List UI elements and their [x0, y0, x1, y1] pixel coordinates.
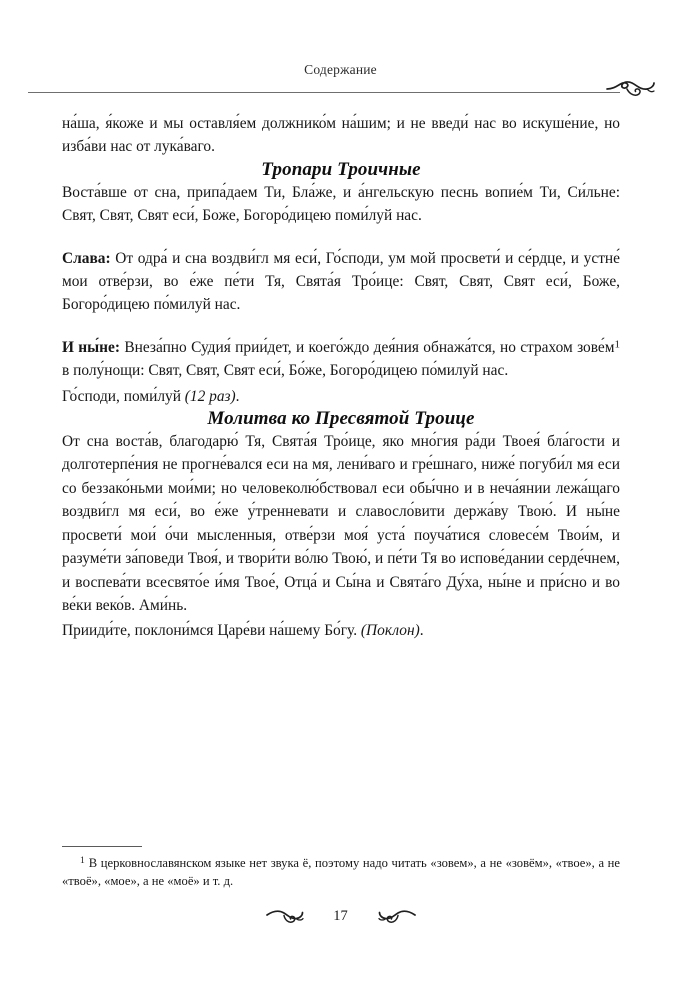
kyrie-tail: . — [235, 387, 240, 405]
header-rule-group — [28, 88, 653, 110]
paragraph-continued-lords-prayer: на́ша, я́коже и мы оставля́ем должнико́м на́шим; и не введи́ нас во искуше́ние, но изба́ви нас от лука́ваго. — [62, 115, 620, 156]
paragraph-come-let-us-worship — [62, 619, 620, 642]
paragraph-kyrie — [62, 385, 620, 408]
footnote-paragraph — [62, 854, 620, 891]
footnote-separator-rule — [62, 846, 142, 847]
paragraph-prayer-to-trinity: От сна воста́в, благодарю́ Тя, Свята́я Тро́ице, яко мно́гия ра́ди Твоея́ бла́гости и долготерпе́ния не прогне́вался еси на мя, лени́ваго и гре́шнаго, ниже́ погуби́л мя еси со беззако́ньми мои́ми; но человеколю́бствовал еси обы́чно и в неча́янии лежа́щаго воздви́гл мя еси́, во е́же у́тренневати и славосло́вити держа́ву Твою́. И ны́не просвети́ мои́ о́чи мысленныя, отве́рзи моя́ уста́ поуча́тися словесе́м Твои́м, и разуме́ти за́поведи Твоя́, и твори́ти во́лю Твою́, и пе́ти Тя во испове́дании серде́чнем, и воспева́ти всесвято́е и́мя Твое́, Отца́ и Сы́на и Свята́го Ду́ха, ны́не и при́сно и во ве́ки веко́в. Ами́нь. — [62, 433, 620, 614]
rubric-lead-now-and-ever: И ны́не: — [62, 338, 121, 356]
header-horizontal-rule — [28, 92, 620, 93]
page-footer — [0, 906, 681, 926]
footnote-number: 1 — [80, 855, 85, 866]
now-body-text-before-note: Внеза́пно Судия́ прии́дет, и коего́ждо дея́ния обнажа́тся, но страхом зове́м — [120, 338, 615, 356]
bow-rubric: (Поклон) — [360, 622, 420, 640]
flourish-ornament-icon — [377, 906, 417, 926]
section-title-troparia: Тропари Троичные — [261, 158, 421, 180]
flourish-ornament-icon — [605, 77, 657, 103]
kyrie-repeat-rubric: (12 раз) — [184, 387, 236, 405]
come-text: Прииди́те, поклони́мся Царе́ви на́шему Бо́гу. — [62, 622, 361, 640]
paragraph-glory — [62, 247, 620, 317]
glory-body-text: От одра́ и сна воздви́гл мя еси́, Го́споди, ум мой просвети́ и се́рдце, и устне́ мои отве́рзи, во е́же пе́ти Тя, Свята́я Тро́ице: Свят, Свят, Свят еси́, Боже, Богоро́дицею по́милуй нас. — [62, 249, 620, 314]
rubric-lead-glory: Слава: — [62, 249, 111, 267]
come-tail: . — [419, 622, 424, 640]
kyrie-text: Го́споди, поми́луй — [62, 387, 185, 405]
flourish-ornament-icon — [265, 906, 305, 926]
footnote-reference-marker[interactable]: 1 — [614, 338, 620, 351]
page-text-block — [62, 112, 620, 643]
running-header-title: Содержание — [304, 62, 377, 77]
paragraph-now-and-ever — [62, 336, 620, 383]
footnote-block — [62, 846, 620, 891]
footnote-body-text: В церковнославянском языке нет звука ё, поэтому надо читать «зовем», а не «зовём», «твое», а не «твоё», «мое», а не «моё» и т. д. — [62, 856, 620, 889]
now-body-text-after-note: в полу́нощи: Свят, Свят, Свят еси́, Бо́же, Богоро́дицею по́милуй нас. — [62, 362, 509, 380]
paragraph-troparion-first: Воста́вше от сна, припа́даем Ти, Бла́же, и а́нгельскую песнь вопие́м Ти, Си́льне: Свят, Свят, Свят еси́, Боже, Богоро́дицею поми́луй нас. — [62, 183, 620, 225]
section-title-prayer-to-trinity: Молитва ко Пресвятой Троице — [207, 408, 475, 430]
page-number: 17 — [333, 907, 348, 924]
